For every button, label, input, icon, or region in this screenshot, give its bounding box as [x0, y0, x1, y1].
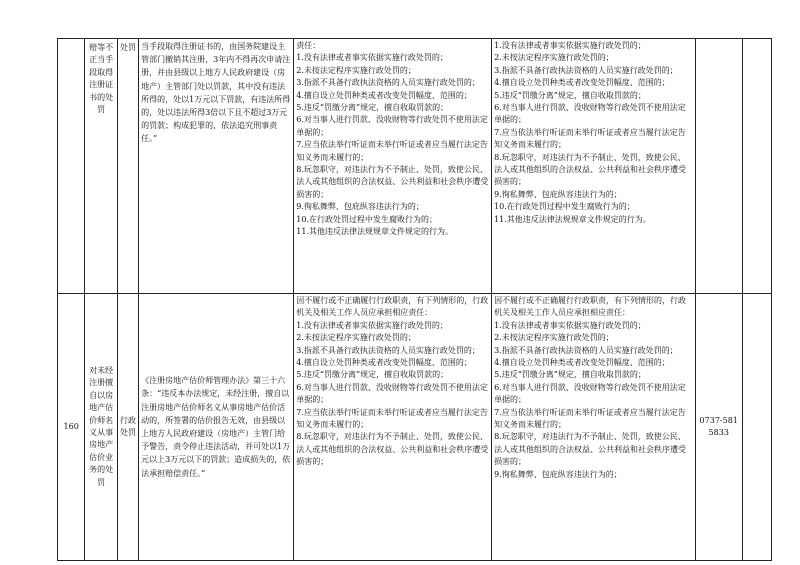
responsibility-line: 5.违反“罚缴分离”规定，擅自收取罚款的；	[494, 370, 646, 380]
legal-basis: 《注册房地产估价师管理办法》第三十六条：“违反本办法规定，未经注册，擅自以注册房地产估价师名义从事房地产估价活动的，所签署的估价报告无效，由县级以上地方人民政府建设（房地产）主管门给予警告，责令停止违法活动，并可处以1万元以上3万元以下的罚款；造成损失的，依法承担赔偿责任。”	[139, 294, 294, 561]
responsibility-line: 2.未按法定程序实施行政处罚的；	[494, 333, 614, 343]
responsibility-list-b	[492, 39, 696, 294]
responsibility-line: 4.擅自设立处罚种类或者改变处罚幅度、范围的；	[296, 90, 472, 100]
table-row	[58, 294, 772, 561]
responsibility-line: 7.应当依法举行听证而未举行听证或者应当履行法定告知义务而未履行的；	[494, 127, 686, 150]
table-row	[58, 39, 772, 294]
remarks	[742, 39, 771, 294]
responsibility-line: 1.没有法律或者事实依据实施行政处罚的；	[296, 53, 448, 63]
remarks	[742, 294, 771, 561]
responsibility-line: 8.玩忽职守，对违法行为不予制止、处罚，致使公民、法人或其他组织的合法权益、公共利益和社会秩序遭受损害的；	[494, 152, 687, 187]
responsibility-line: 10.在行政处罚过程中发生腐败行为的；	[494, 202, 635, 212]
responsibility-line: 2.未按法定程序实施行政处罚的；	[296, 333, 416, 343]
responsibility-line: 7.应当依法举行听证而未举行听证或者应当履行法定告知义务而未履行的；	[296, 407, 488, 430]
responsibility-line: 因不履行或不正确履行行政职责，有下列情形的，行政机关及相关工作人员应承担相应责任：	[296, 296, 489, 318]
responsibility-line: 8.玩忽职守，对违法行为不予制止、处罚，致使公民、法人或其他组织的合法权益、公共利益和社会秩序遭受损害的；	[296, 165, 489, 199]
responsibility-line: 5.违反“罚缴分离”规定，擅自收取罚款的；	[296, 103, 449, 113]
responsibility-list-b	[492, 294, 696, 561]
responsibility-line: 8.玩忽职守，对违法行为不予制止、处罚，致使公民、法人或其他组织的合法权益、公共利益和社会秩序遭受损害的；	[494, 432, 687, 467]
responsibility-line: 7.应当依法举行听证而未举行听证或者应当履行法定告知义务而未履行的；	[296, 140, 488, 162]
responsibility-line: 11.其他违反法律法规规章文件规定的行为。	[494, 214, 651, 224]
responsibility-line: 6.对当事人进行罚款、没收财物等行政处罚不使用法定单据的；	[296, 115, 488, 137]
responsibility-line: 9.徇私舞弊、包庇纵容违法行为的；	[494, 189, 622, 199]
responsibility-line: 1.没有法律或者事实依据实施行政处罚的；	[296, 320, 448, 330]
responsibility-line: 3.指派不具备行政执法资格的人员实施行政处罚的；	[296, 78, 480, 88]
responsibility-line: 责任：	[296, 41, 321, 50]
responsibility-line: 4.擅自设立处罚种类或者改变处罚幅度、范围的；	[494, 78, 670, 88]
responsibility-line: 1.没有法律或者事实依据实施行政处罚的；	[494, 41, 646, 50]
responsibility-line: 11.其他违反法律法规规章文件规定的行为。	[296, 227, 454, 237]
legal-basis: 当手段取得注册证书的，由国务院建设主管部门撤销其注册，3年内不得再次申请注册，并由县级以上地方人民政府建设（房地产）主管部门处以罚款，其中没有违法所得的，处以1万元以下罚款，有违法所得的，处以违法所得3倍以下且不超过3万元的罚款；构成犯罪的，依法追究刑事责任。”	[139, 39, 294, 294]
responsibility-line: 9.徇私舞弊、包庇纵容违法行为的；	[296, 202, 424, 212]
item-name: 赔等不正当手段取得注册证书的处罚	[85, 39, 117, 294]
responsibility-table	[57, 38, 772, 561]
item-type: 处罚	[117, 39, 138, 294]
item-name: 对未经注册擅自以房地产估价师名义从事房地产估价业务的处罚	[85, 294, 117, 561]
responsibility-line: 6.对当事人进行罚款、没收财物等行政处罚不使用法定单据的；	[296, 382, 488, 405]
responsibility-line: 8.玩忽职守，对违法行为不予制止、处罚，致使公民、法人或其他组织的合法权益、公共利益和社会秩序遭受损害的；	[296, 432, 489, 467]
responsibility-line: 3.指派不具备行政执法资格的人员实施行政处罚的；	[494, 345, 678, 355]
responsibility-line: 5.违反“罚缴分离”规定，擅自收取罚款的；	[296, 370, 449, 380]
contact-phone	[695, 39, 742, 294]
responsibility-line: 7.应当依法举行听证而未举行听证或者应当履行法定告知义务而未履行的；	[494, 407, 686, 430]
responsibility-line: 4.擅自设立处罚种类或者改变处罚幅度、范围的；	[494, 358, 670, 368]
responsibility-list-a	[294, 39, 492, 294]
responsibility-line: 2.未按法定程序实施行政处罚的；	[296, 65, 416, 75]
responsibility-line: 5.违反“罚缴分离”规定，擅自收取罚款的；	[494, 90, 646, 100]
responsibility-line: 10.在行政处罚过程中发生腐败行为的；	[296, 214, 438, 224]
responsibility-line: 9.徇私舞弊、包庇纵容违法行为的；	[494, 469, 622, 479]
row-number	[58, 39, 85, 294]
responsibility-line: 2.未按法定程序实施行政处罚的；	[494, 53, 614, 63]
responsibility-line: 6.对当事人进行罚款、没收财物等行政处罚不使用法定单据的；	[494, 103, 686, 125]
responsibility-line: 6.对当事人进行罚款、没收财物等行政处罚不使用法定单据的；	[494, 382, 686, 405]
responsibility-line: 3.指派不具备行政执法资格的人员实施行政处罚的；	[296, 345, 480, 355]
contact-phone: 0737-5815833	[695, 294, 742, 561]
responsibility-line: 因不履行或不正确履行行政职责，有下列情形的，行政机关及相关工作人员应承担相应责任：	[494, 296, 687, 318]
responsibility-line: 1.没有法律或者事实依据实施行政处罚的；	[494, 320, 646, 330]
responsibility-list-a	[294, 294, 492, 561]
row-number: 160	[58, 294, 85, 561]
item-type: 行政处罚	[117, 294, 138, 561]
responsibility-line: 3.指派不具备行政执法资格的人员实施行政处罚的；	[494, 65, 678, 75]
responsibility-line: 4.擅自设立处罚种类或者改变处罚幅度、范围的；	[296, 358, 472, 368]
